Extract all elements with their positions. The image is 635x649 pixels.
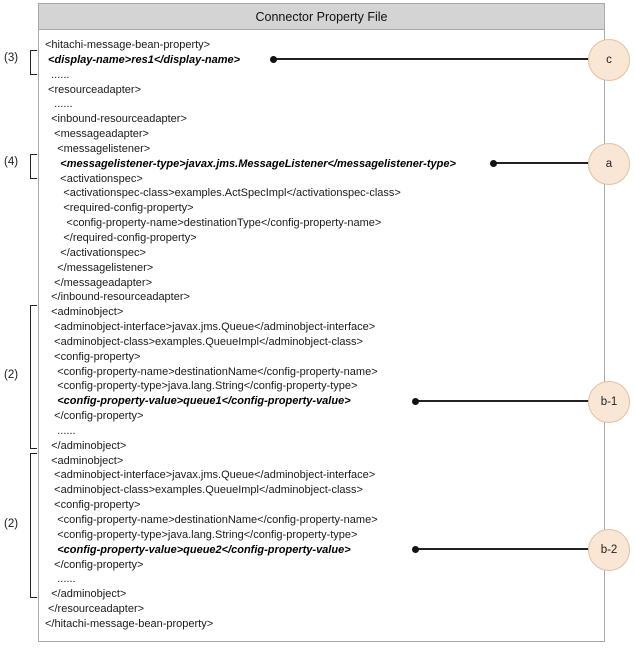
connector-line-c <box>274 58 589 60</box>
code-line: </activationspec> <box>45 246 146 259</box>
bracket-adminobject-first <box>30 305 37 449</box>
code-line: <adminobject-interface>javax.jms.Queue</adminobject-interface> <box>45 321 376 334</box>
code-line: <required-config-property> <box>45 202 194 215</box>
code-line: <hitachi-message-bean-property> <box>45 39 211 51</box>
callout-b2-label: b-2 <box>600 544 618 556</box>
callout-c <box>588 39 630 81</box>
code-line-emphasis: <config-property-value>queue1</config-property-value> <box>45 395 351 408</box>
code-line: <adminobject> <box>45 454 124 467</box>
annotation-label-4: (4) <box>4 156 19 168</box>
bullet-b2 <box>412 546 419 553</box>
code-line: </messageadapter> <box>45 276 153 289</box>
code-line: </resourceadapter> <box>45 603 145 616</box>
bullet-b1 <box>412 398 419 405</box>
code-line: <adminobject-interface>javax.jms.Queue</adminobject-interface> <box>45 469 376 482</box>
box-title: Connector Property File <box>39 4 604 30</box>
code-line: <config-property-name>destinationName</config-property-name> <box>45 514 378 526</box>
code-line: </config-property> <box>45 410 144 423</box>
callout-c-label: c <box>606 54 612 66</box>
code-line: <config-property-type>java.lang.String</config-property-type> <box>45 528 358 541</box>
callout-a <box>588 143 630 185</box>
code-line: <messagelistener> <box>45 142 151 155</box>
bracket-display-name <box>30 50 37 75</box>
connector-property-file-box <box>38 3 605 642</box>
code-line: </adminobject> <box>45 588 127 601</box>
code-line: <config-property> <box>45 350 141 363</box>
bullet-c <box>270 56 277 63</box>
code-line: <adminobject-class>examples.QueueImpl</adminobject-class> <box>45 484 363 497</box>
annotation-label-2-first: (2) <box>4 369 19 381</box>
annotation-label-2-second: (2) <box>4 518 19 530</box>
code-line: <adminobject> <box>45 306 124 319</box>
bracket-adminobject-second <box>30 453 37 598</box>
callout-b1 <box>588 381 630 423</box>
callout-a-label: a <box>605 158 613 170</box>
bracket-messagelistener-type <box>30 154 37 179</box>
code-line: </required-config-property> <box>45 231 197 244</box>
code-line: ...... <box>45 424 76 437</box>
code-line: <activationspec> <box>45 172 143 185</box>
code-line: ...... <box>45 68 70 81</box>
code-line: <config-property-type>java.lang.String</config-property-type> <box>45 380 358 393</box>
code-line-emphasis: <config-property-value>queue2</config-property-value> <box>45 543 351 556</box>
code-listing <box>39 30 604 632</box>
code-line: ...... <box>45 573 76 586</box>
code-line-emphasis: <messagelistener-type>javax.jms.MessageListener</messagelistener-type> <box>45 157 456 170</box>
code-line: <config-property-name>destinationName</config-property-name> <box>45 365 378 378</box>
code-line: ...... <box>45 98 73 111</box>
code-line: <activationspec-class>examples.ActSpecImpl</activationspec-class> <box>45 187 401 200</box>
code-line: </messagelistener> <box>45 261 154 274</box>
connector-line-b1 <box>416 400 589 402</box>
code-line: </config-property> <box>45 558 144 571</box>
code-line: <messageadapter> <box>45 128 149 141</box>
bullet-a <box>490 160 497 167</box>
code-line: </inbound-resourceadapter> <box>45 291 190 304</box>
connector-line-a <box>494 162 589 164</box>
code-line: <config-property-name>destinationType</config-property-name> <box>45 217 382 230</box>
code-line: <resourceadapter> <box>45 83 142 96</box>
callout-b1-label: b-1 <box>600 396 618 408</box>
code-line: <config-property> <box>45 499 141 512</box>
code-line: </adminobject> <box>45 439 127 452</box>
connector-line-b2 <box>416 548 589 550</box>
code-line-emphasis: <display-name>res1</display-name> <box>45 53 241 66</box>
code-line: <inbound-resourceadapter> <box>45 113 187 126</box>
callout-b2 <box>588 529 630 571</box>
code-line: <adminobject-class>examples.QueueImpl</adminobject-class> <box>45 335 363 348</box>
code-line: </hitachi-message-bean-property> <box>45 617 214 630</box>
annotation-label-3: (3) <box>4 52 19 64</box>
